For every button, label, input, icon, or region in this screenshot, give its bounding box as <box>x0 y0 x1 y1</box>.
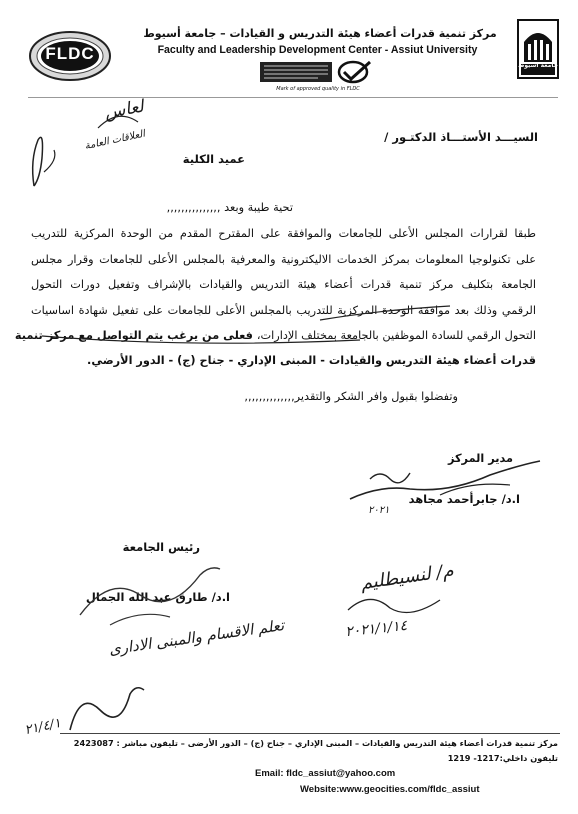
president-title: رئيس الجامعة <box>122 540 200 554</box>
header-divider <box>28 97 558 98</box>
handwritten-note-top <box>28 96 148 190</box>
greeting-line: تحية طيبة وبعد ,,,,,,,,,,,,,,, <box>166 201 293 214</box>
body-line: الجامعة بتكليف مركز تنمية قدرات أعضاء هيئة التدريس والقيادات بالإشراف وتفعيل دورات التحول <box>31 278 536 291</box>
quality-caption: Mark of approved quality in FLDC <box>276 86 360 92</box>
director-name: ا.د/ جابرأحمد مجاهد <box>408 492 520 506</box>
footer-phone: تليفون داخلي:1217- 1219 <box>447 753 558 763</box>
header-arabic-title: مركز تنمية قدرات أعضاء هيئة التدريس و القيادات – جامعة أسيوط <box>143 27 497 40</box>
body-line-5-bold: فعلى من يرغب يتم التواصل مع مركز تنمية <box>14 329 257 342</box>
header-english-title: Faculty and Leadership Development Center - Assiut University <box>157 44 478 56</box>
body-line: طبقا لقرارات المجلس الأعلى للجامعات والموافقة على المقترح المقدم من الوحدة المركزية للتدريب <box>31 227 536 240</box>
header <box>0 0 578 100</box>
handwritten-date-right: ٢٠٢١/١/١٤ <box>344 617 408 641</box>
body-line-6: قدرات أعضاء هيئة التدريس والقيادات - المبنى الإداري - جناح (ج) - الدور الأرضي. <box>87 354 536 367</box>
dean-line: عميد الكلية <box>182 152 245 166</box>
footer-email: Email: fldc_assiut@yahoo.com <box>255 768 396 779</box>
fldc-logo-text: FLDC <box>45 44 95 63</box>
university-logo <box>516 18 560 80</box>
president-signature <box>70 555 230 635</box>
handwritten-note-right: م/ لنسيطليم <box>359 560 455 595</box>
director-title: مدير المركز <box>447 452 513 465</box>
body-line-5-normal: التحول الرقمي للسادة الموظفين بالجامعة بمختلف الإدارات، <box>256 329 536 342</box>
handwritten-note-line2: العلاقات العامة <box>83 128 147 153</box>
addressee-line: السيـــد الأستـــاذ الدكتـور / <box>384 130 538 144</box>
university-logo-text: جامعة اسيوط <box>518 62 558 69</box>
director-signature-date: ٢٠٢١ <box>368 505 390 516</box>
handwritten-date-left: ٢١/٤/١ <box>23 715 63 739</box>
handwritten-note-line1: لعاس <box>103 96 146 124</box>
footer-address: مركز تنمية قدرات أعضاء هيئة التدريس والقيادات – المبنى الإداري – جناح (ج) – الدور الأرضى – تليفون مباشر : 2423087 <box>73 738 558 748</box>
handwritten-underline <box>40 296 460 346</box>
footer-divider <box>60 733 560 734</box>
president-name: ا.د/ طارق عبد الله الجمال <box>85 590 230 604</box>
closing-line: وتفضلوا بقبول وافر الشكر والتقدير,,,,,,,,,,,,,, <box>244 390 458 403</box>
body-line: على تكنولوجيا المعلومات بمركز الخدمات الاليكترونية والمعرفية بالمجلس الأعلى للجامعات وقرار مجلس <box>31 252 536 266</box>
body-line: الرقمي وذلك بعد موافقة الوحدة المركزية للتدريب بالمجلس الأعلى للجامعات على تفعيل شهادة اساسيات <box>31 303 536 317</box>
handwritten-signature-left <box>60 680 150 740</box>
handwritten-note-left: تعلم الاقسام والمبنى الادارى <box>107 616 286 659</box>
footer-website: Website:www.geocities.com/fldc_assiut <box>300 784 480 795</box>
